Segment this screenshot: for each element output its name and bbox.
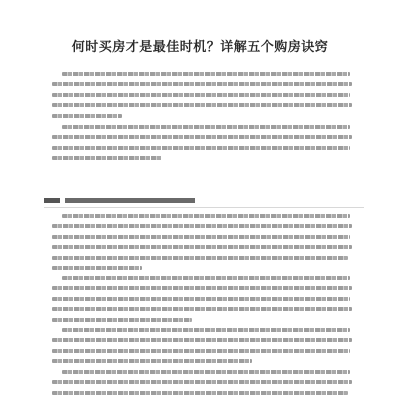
paragraph-2	[52, 125, 352, 167]
article-title: 何时买房才是最佳时机？详解五个购房诀窍	[71, 40, 329, 55]
paragraph-4	[52, 276, 352, 328]
section-label-mark	[44, 198, 60, 203]
paragraph-6	[52, 370, 352, 401]
section-heading	[44, 196, 364, 208]
paragraph-3	[52, 214, 352, 276]
paragraph-1	[52, 72, 352, 124]
section-heading-text	[65, 198, 195, 203]
paragraph-5	[52, 328, 352, 370]
